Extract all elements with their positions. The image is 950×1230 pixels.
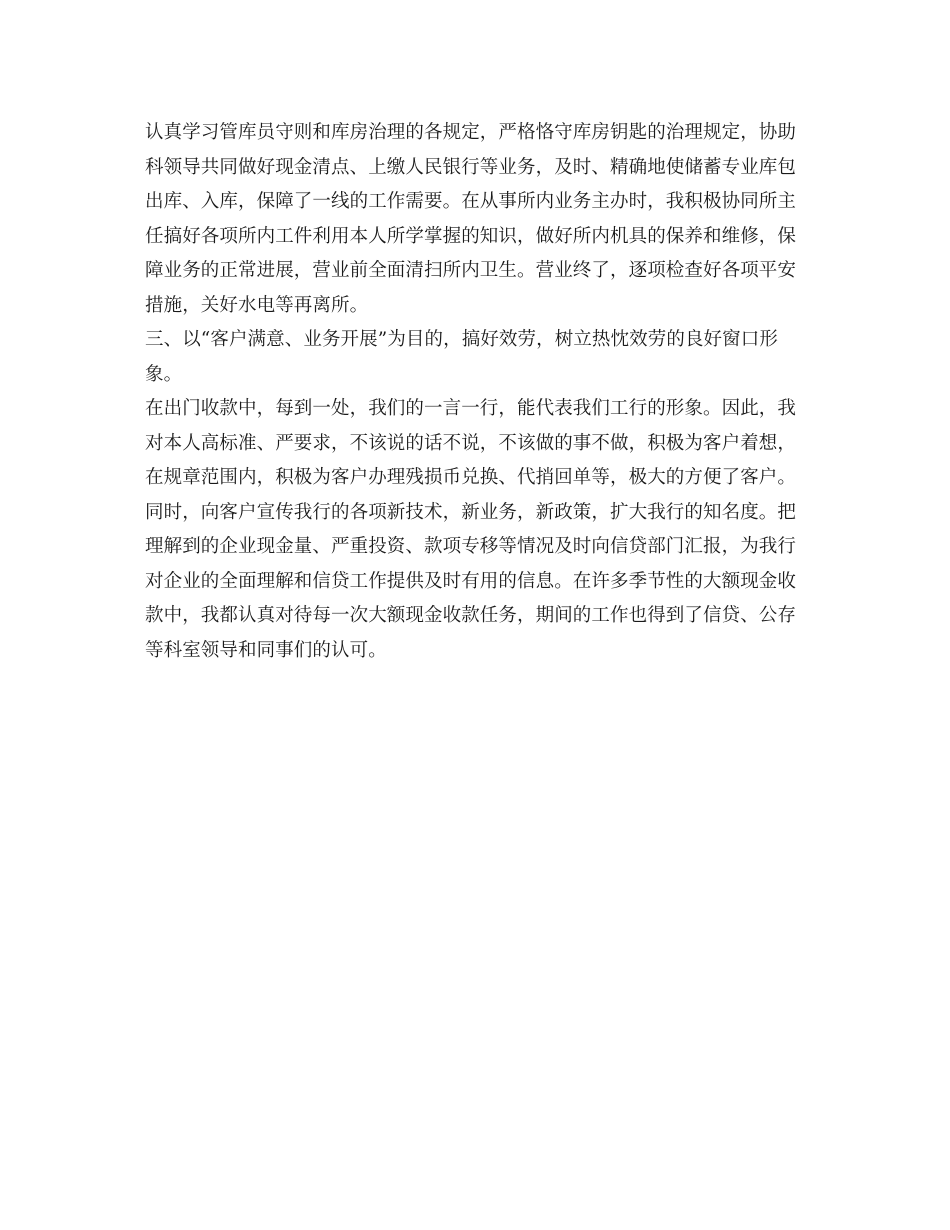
text-line: 认真学习管库员守则和库房治理的各规定，严格恪守库房钥匙的治理规定，协助 (145, 122, 797, 143)
text-line: 同时，向客户宣传我行的各项新技术，新业务，新政策，扩大我行的知名度。把 (145, 501, 797, 523)
text-line: 在规章范围内，积极为客户办理残损币兑换、代捎回单等，极大的方便了客户。 (145, 467, 797, 488)
text-line: 措施，关好水电等再离所。 (145, 294, 369, 316)
text-line: 对本人高标准、严要求，不该说的话不说，不该做的事不做，积极为客户着想， (145, 432, 797, 454)
text-line: 任搞好各项所内工件利用本人所学掌握的知识，做好所内机具的保养和维修，保 (145, 225, 797, 247)
text-line: 在出门收款中，每到一处，我们的一言一行，能代表我们工行的形象。因此，我 (145, 398, 797, 419)
text-line: 出库、入库，保障了一线的工作需要。在从事所内业务主办时，我积极协同所主 (145, 191, 797, 212)
section-heading-line: 象。 (145, 363, 183, 385)
text-line: 对企业的全面理解和信贷工作提供及时有用的信息。在许多季节性的大额现金收 (145, 570, 797, 592)
document-body (145, 116, 810, 668)
text-line: 障业务的正常进展，营业前全面清扫所内卫生。营业终了，逐项检查好各项平安 (145, 260, 797, 281)
section-heading-line: 三、以“客户满意、业务开展”为目的，搞好效劳，树立热忱效劳的良好窗口形 (145, 329, 778, 350)
text-line: 等科室领导和同事们的认可。 (145, 639, 387, 661)
text-line: 理解到的企业现金量、严重投资、款项专移等情况及时向信贷部门汇报，为我行 (145, 536, 797, 557)
text-line: 科领导共同做好现金清点、上缴人民银行等业务，及时、精确地使储蓄专业库包 (145, 156, 797, 178)
text-line: 款中，我都认真对待每一次大额现金收款任务，期间的工作也得到了信贷、公存 (145, 605, 797, 626)
